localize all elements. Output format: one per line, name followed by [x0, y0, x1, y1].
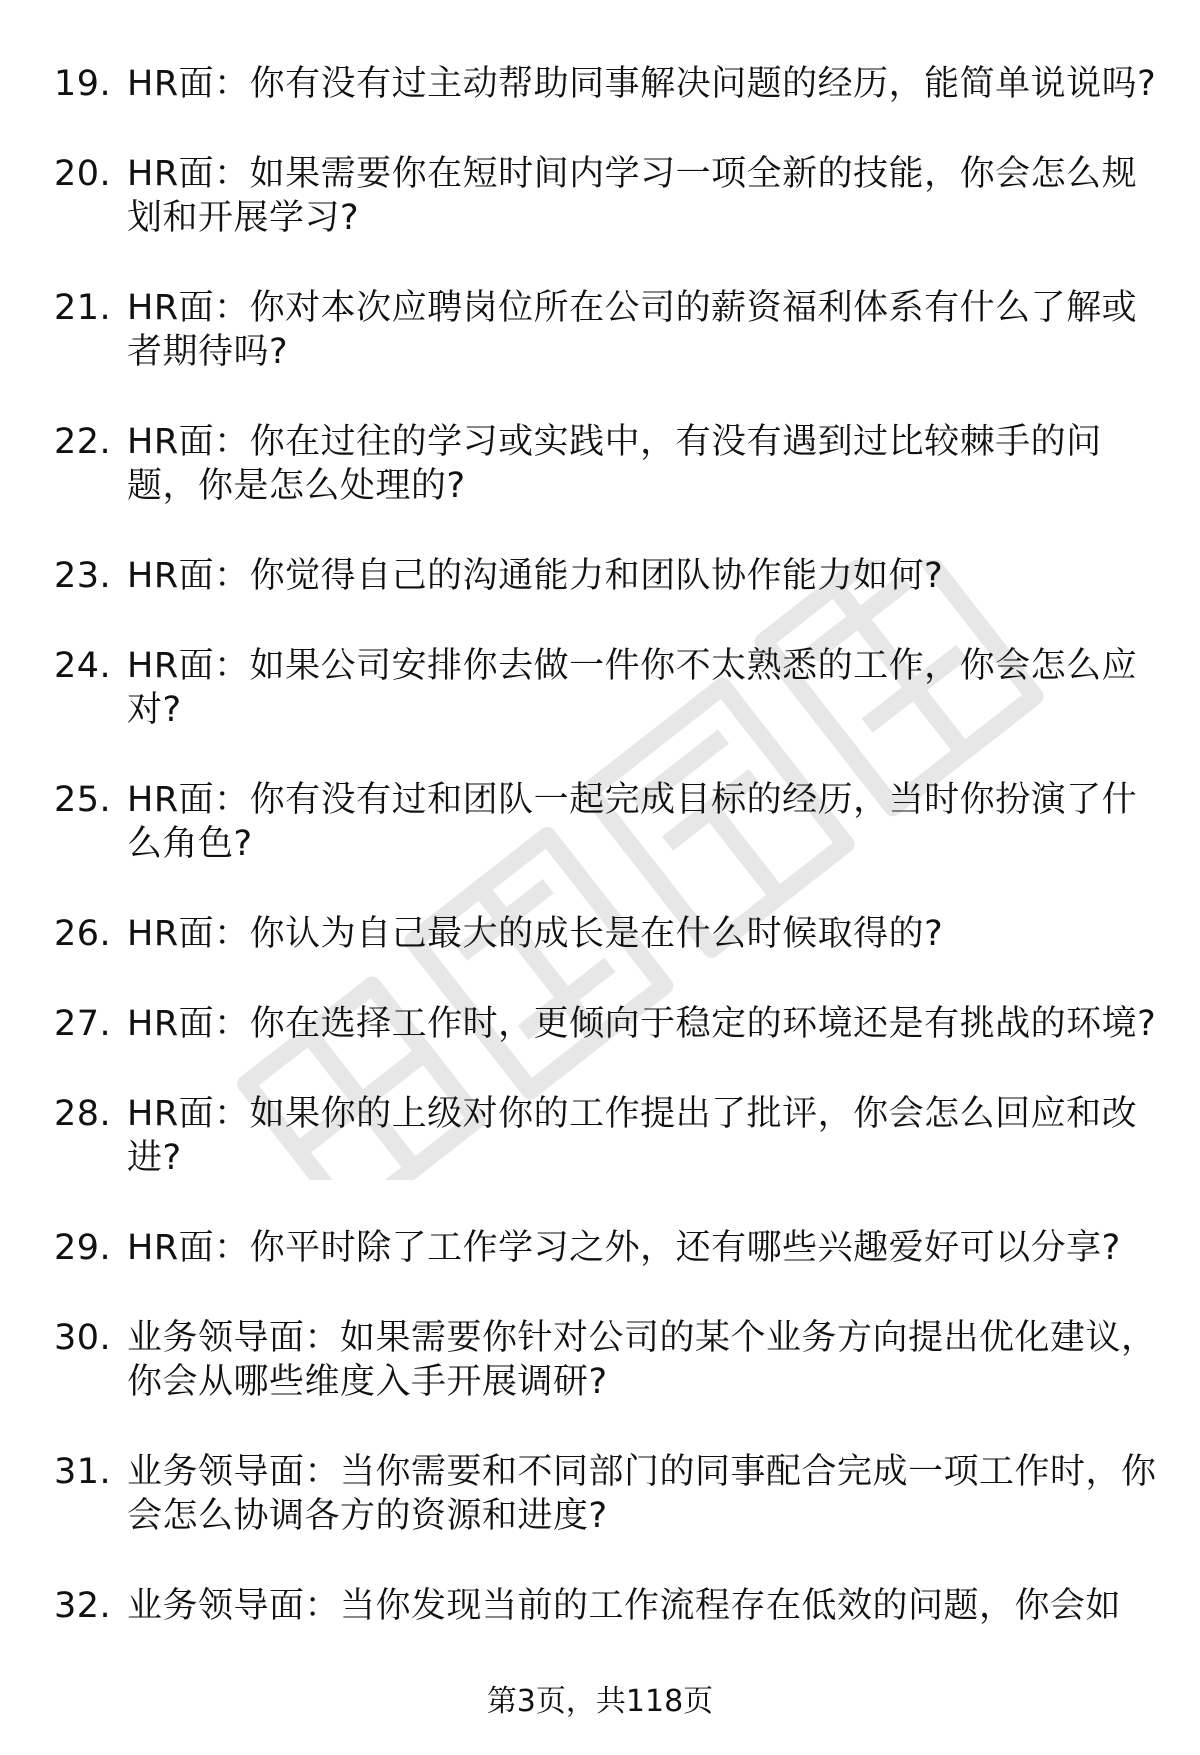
page-number: 第3页，共118页: [486, 1684, 714, 1719]
list-item: [0, 62, 1200, 106]
question-number: 19.: [54, 64, 112, 104]
question-number: 23.: [54, 556, 112, 596]
list-item: [0, 152, 1200, 240]
list-item: [0, 644, 1200, 732]
list-item: [0, 778, 1200, 866]
question-text: HR面：你平时除了工作学习之外，还有哪些兴趣爱好可以分享?: [127, 1228, 1121, 1268]
question-number: 25.: [54, 780, 112, 820]
question-text: HR面：如果你的上级对你的工作提出了批评，你会怎么回应和改进?: [127, 1094, 1138, 1178]
question-list: [0, 62, 1200, 1674]
question-text: HR面：如果需要你在短时间内学习一项全新的技能，你会怎么规划和开展学习?: [127, 154, 1138, 238]
list-item: [0, 1316, 1200, 1404]
question-number: 26.: [54, 914, 112, 954]
question-number: 21.: [54, 288, 112, 328]
question-number: 32.: [54, 1586, 112, 1626]
list-item: [0, 554, 1200, 598]
list-item: [0, 1450, 1200, 1538]
list-item: [0, 1226, 1200, 1270]
question-text: HR面：你在过往的学习或实践中，有没有遇到过比较棘手的问题，你是怎么处理的?: [127, 422, 1102, 506]
question-number: 29.: [54, 1228, 112, 1268]
question-number: 30.: [54, 1318, 112, 1358]
page-footer: [0, 1682, 1200, 1722]
question-text: HR面：你觉得自己的沟通能力和团队协作能力如何?: [127, 556, 944, 596]
question-number: 28.: [54, 1094, 112, 1134]
list-item: [0, 420, 1200, 508]
question-text: HR面：如果公司安排你去做一件你不太熟悉的工作，你会怎么应对?: [127, 646, 1138, 730]
list-item: [0, 286, 1200, 374]
list-item: [0, 1092, 1200, 1180]
question-text: 业务领导面：当你发现当前的工作流程存在低效的问题，你会如: [127, 1586, 1122, 1626]
question-text: HR面：你对本次应聘岗位所在公司的薪资福利体系有什么了解或者期待吗?: [127, 288, 1138, 372]
question-number: 24.: [54, 646, 112, 686]
question-number: 31.: [54, 1452, 112, 1492]
question-number: 20.: [54, 154, 112, 194]
list-item: [0, 1584, 1200, 1628]
question-text: HR面：你认为自己最大的成长是在什么时候取得的?: [127, 914, 944, 954]
question-number: 22.: [54, 422, 112, 462]
list-item: [0, 912, 1200, 956]
list-item: [0, 1002, 1200, 1046]
question-number: 27.: [54, 1004, 112, 1044]
question-text: HR面：你在选择工作时，更倾向于稳定的环境还是有挑战的环境?: [127, 1004, 1157, 1044]
question-text: HR面：你有没有过和团队一起完成目标的经历，当时你扮演了什么角色?: [127, 780, 1138, 864]
question-text: HR面：你有没有过主动帮助同事解决问题的经历，能简单说说吗?: [127, 64, 1157, 104]
question-text: 业务领导面：当你需要和不同部门的同事配合完成一项工作时，你会怎么协调各方的资源和进度?: [127, 1452, 1157, 1536]
question-text: 业务领导面：如果需要你针对公司的某个业务方向提出优化建议，你会从哪些维度入手开展调研?: [127, 1318, 1157, 1402]
